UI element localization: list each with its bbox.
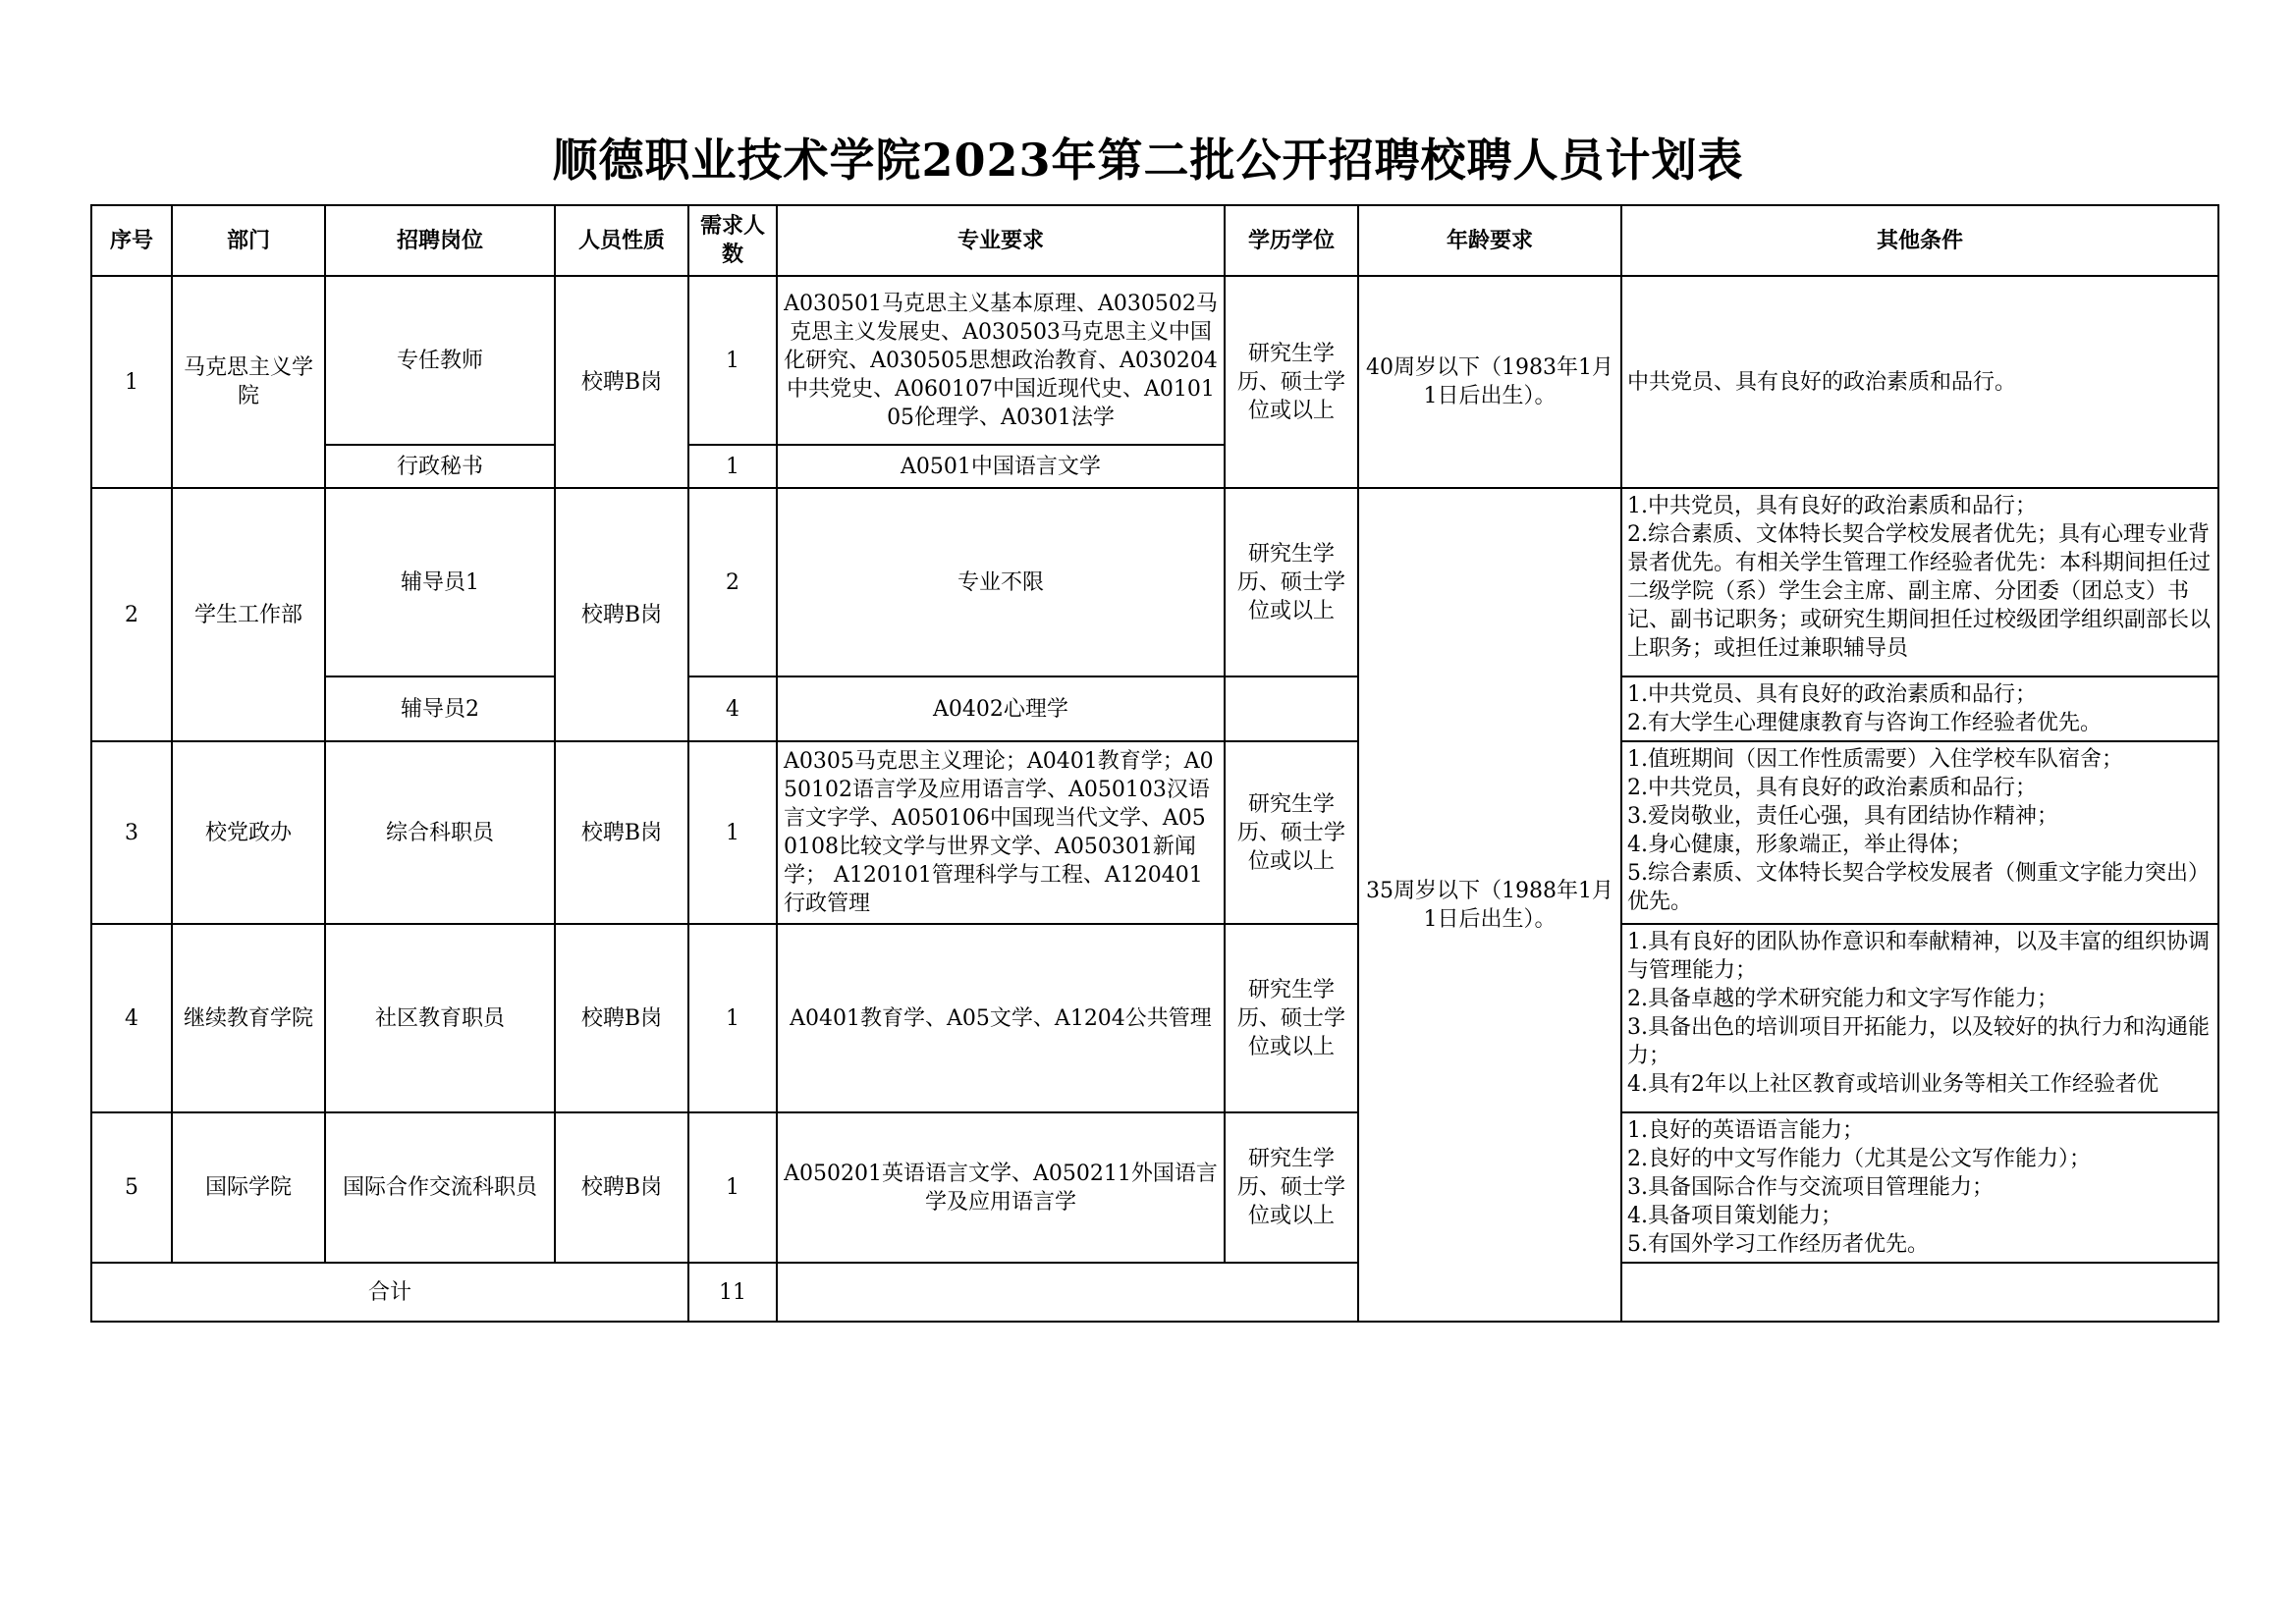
total-num: 11: [688, 1263, 777, 1322]
row2-major-2: A0402心理学: [777, 676, 1225, 741]
recruitment-plan-table: [90, 204, 2219, 1323]
row3-post: 综合科职员: [325, 741, 555, 924]
row4-seq: 4: [91, 924, 172, 1112]
row1-post-2: 行政秘书: [325, 445, 555, 488]
row5-type: 校聘B岗: [555, 1112, 688, 1263]
row3-dept: 校党政办: [172, 741, 325, 924]
total-label: 合计: [91, 1263, 688, 1322]
row1-seq: 1: [91, 276, 172, 488]
table-row: [91, 1112, 2218, 1263]
condition-line: 2.有大学生心理健康教育与咨询工作经验者优先。: [1627, 711, 2102, 735]
row5-dept: 国际学院: [172, 1112, 325, 1263]
row2-num-2: 4: [688, 676, 777, 741]
condition-line: 4.具有2年以上社区教育或培训业务等相关工作经验者优: [1627, 1072, 2159, 1097]
row1-edu: 研究生学历、硕士学位或以上: [1225, 276, 1358, 488]
condition-line: 2.综合素质、文体特长契合学校发展者优先；具有心理专业背景者优先。有相关学生管理工作经验者优先：本科期间担任过二级学院（系）学生会主席、副主席、分团委（团总支）书记、副书记职务；或研究生期间担任过校级团学组织副部长以上职务；或担任过兼职辅导员: [1627, 522, 2212, 661]
row5-other: [1621, 1112, 2218, 1263]
condition-line: 5.有国外学习工作经历者优先。: [1627, 1232, 1929, 1257]
row5-major: A050201英语语言文学、A050211外国语言学及应用语言学: [777, 1112, 1225, 1263]
condition-line: 1.具有良好的团队协作意识和奉献精神，以及丰富的组织协调与管理能力；: [1627, 930, 2210, 983]
total-empty-2: [1621, 1263, 2218, 1322]
header-other: 其他条件: [1621, 205, 2218, 276]
header-seq: 序号: [91, 205, 172, 276]
row4-major: A0401教育学、A05文学、A1204公共管理: [777, 924, 1225, 1112]
row1-dept: 马克思主义学院: [172, 276, 325, 488]
row4-type: 校聘B岗: [555, 924, 688, 1112]
condition-line: 1.值班期间（因工作性质需要）入住学校车队宿舍；: [1627, 747, 2123, 772]
table-row: [91, 488, 2218, 676]
condition-line: 2.良好的中文写作能力（尤其是公文写作能力）；: [1627, 1147, 2091, 1171]
row2-edu-cont: [1225, 676, 1358, 741]
row1-major-2: A0501中国语言文学: [777, 445, 1225, 488]
row2-major-1: 专业不限: [777, 488, 1225, 676]
row1-other: 中共党员、具有良好的政治素质和品行。: [1621, 276, 2218, 488]
row1-type: 校聘B岗: [555, 276, 688, 488]
row2-num-1: 2: [688, 488, 777, 676]
header-edu: 学历学位: [1225, 205, 1358, 276]
header-post: 招聘岗位: [325, 205, 555, 276]
row5-seq: 5: [91, 1112, 172, 1263]
condition-line: 2.具备卓越的学术研究能力和文字写作能力；: [1627, 987, 2058, 1011]
row2-other-2: [1621, 676, 2218, 741]
header-age: 年龄要求: [1358, 205, 1621, 276]
total-row: [91, 1263, 2218, 1322]
table-row: [91, 276, 2218, 445]
condition-line: 4.身心健康，形象端正，举止得体；: [1627, 833, 1972, 857]
row5-post: 国际合作交流科职员: [325, 1112, 555, 1263]
age-group-2-5: 35周岁以下（1988年1月1日后出生）。: [1358, 488, 1621, 1322]
row3-num: 1: [688, 741, 777, 924]
condition-line: 1.良好的英语语言能力；: [1627, 1118, 1864, 1143]
row2-post-2: 辅导员2: [325, 676, 555, 741]
row2-type: 校聘B岗: [555, 488, 688, 741]
row2-dept: 学生工作部: [172, 488, 325, 741]
header-major: 专业要求: [777, 205, 1225, 276]
table-row: [91, 676, 2218, 741]
header-dept: 部门: [172, 205, 325, 276]
row4-other: [1621, 924, 2218, 1112]
row2-post-1: 辅导员1: [325, 488, 555, 676]
row3-major: A0305马克思主义理论；A0401教育学；A050102语言学及应用语言学、A050103汉语言文字学、A050106中国现当代文学、A050108比较文学与世界文学、A050301新闻学； A120101管理科学与工程、A120401行政管理: [777, 741, 1225, 924]
condition-line: 4.具备项目策划能力；: [1627, 1204, 1842, 1228]
row4-edu: 研究生学历、硕士学位或以上: [1225, 924, 1358, 1112]
condition-line: 3.具备国际合作与交流项目管理能力；: [1627, 1175, 1994, 1200]
header-num: 需求人数: [688, 205, 777, 276]
row1-num-1: 1: [688, 276, 777, 445]
condition-line: 1.中共党员，具有良好的政治素质和品行；: [1627, 494, 2037, 518]
row4-post: 社区教育职员: [325, 924, 555, 1112]
header-row: [91, 205, 2218, 276]
row1-post-1: 专任教师: [325, 276, 555, 445]
header-type: 人员性质: [555, 205, 688, 276]
row1-major-1: A030501马克思主义基本原理、A030502马克思主义发展史、A030503马克思主义中国化研究、A030505思想政治教育、A030204中共党史、A060107中国近现代史、A010105伦理学、A0301法学: [777, 276, 1225, 445]
row1-age: 40周岁以下（1983年1月1日后出生）。: [1358, 276, 1621, 488]
table-row: [91, 741, 2218, 924]
row3-type: 校聘B岗: [555, 741, 688, 924]
row5-num: 1: [688, 1112, 777, 1263]
row3-other: [1621, 741, 2218, 924]
condition-line: 5.综合素质、文体特长契合学校发展者（侧重文字能力突出）优先。: [1627, 861, 2210, 914]
row4-dept: 继续教育学院: [172, 924, 325, 1112]
condition-line: 3.爱岗敬业，责任心强，具有团结协作精神；: [1627, 804, 2058, 829]
row4-num: 1: [688, 924, 777, 1112]
row1-num-2: 1: [688, 445, 777, 488]
row2-seq: 2: [91, 488, 172, 741]
row2-edu: 研究生学历、硕士学位或以上: [1225, 488, 1358, 676]
total-empty-1: [777, 1263, 1358, 1322]
condition-line: 3.具备出色的培训项目开拓能力，以及较好的执行力和沟通能力；: [1627, 1015, 2210, 1068]
row3-edu: 研究生学历、硕士学位或以上: [1225, 741, 1358, 924]
row5-edu: 研究生学历、硕士学位或以上: [1225, 1112, 1358, 1263]
row3-seq: 3: [91, 741, 172, 924]
page-title: 顺德职业技术学院2023年第二批公开招聘校聘人员计划表: [552, 134, 1744, 187]
condition-line: 1.中共党员、具有良好的政治素质和品行；: [1627, 682, 2037, 707]
table-row: [91, 924, 2218, 1112]
row2-other-1: [1621, 488, 2218, 676]
condition-line: 2.中共党员，具有良好的政治素质和品行；: [1627, 776, 2037, 800]
